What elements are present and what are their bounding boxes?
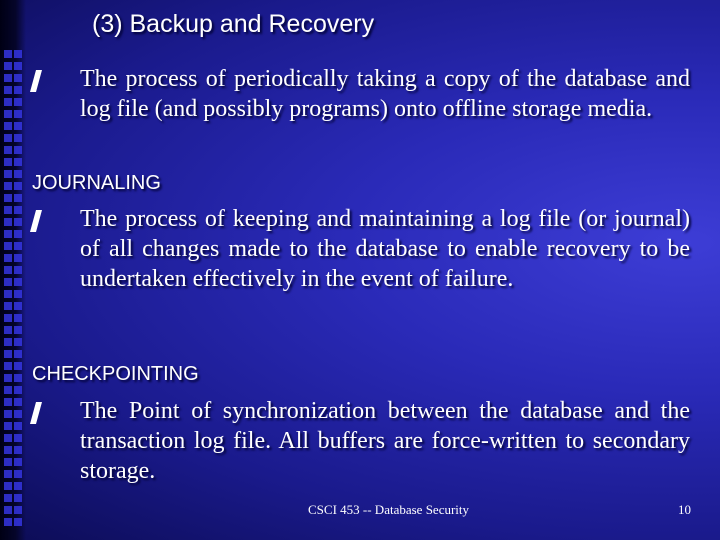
decorative-square xyxy=(4,254,12,262)
decorative-square xyxy=(4,218,12,226)
decorative-square xyxy=(14,374,22,382)
decorative-square xyxy=(14,182,22,190)
decorative-square xyxy=(4,314,12,322)
checkpointing-definition-text: The Point of synchronization between the database and the transaction log file. All buffers are force-written to secondary storage. xyxy=(80,398,690,484)
journaling-heading: JOURNALING xyxy=(32,172,161,194)
decorative-square xyxy=(14,278,22,286)
decorative-square xyxy=(14,170,22,178)
decorative-square xyxy=(14,74,22,82)
decorative-square xyxy=(14,146,22,154)
checkpointing-heading: CHECKPOINTING xyxy=(32,363,199,385)
decorative-square xyxy=(14,362,22,370)
slide-title: (3) Backup and Recovery xyxy=(92,10,375,38)
decorative-square xyxy=(4,182,12,190)
decorative-square xyxy=(4,422,12,430)
decorative-square xyxy=(14,422,22,430)
decorative-square-column xyxy=(0,0,26,540)
decorative-square xyxy=(4,86,12,94)
decorative-square xyxy=(14,314,22,322)
decorative-square xyxy=(4,98,12,106)
decorative-square xyxy=(4,482,12,490)
decorative-square xyxy=(4,518,12,526)
decorative-square xyxy=(4,134,12,142)
decorative-square xyxy=(14,266,22,274)
decorative-square xyxy=(14,470,22,478)
decorative-square xyxy=(14,518,22,526)
slash-bullet-icon xyxy=(30,402,42,424)
decorative-square xyxy=(14,350,22,358)
decorative-square xyxy=(14,194,22,202)
decorative-square xyxy=(4,458,12,466)
decorative-square xyxy=(4,170,12,178)
decorative-square xyxy=(14,110,22,118)
decorative-square xyxy=(4,362,12,370)
decorative-square xyxy=(4,146,12,154)
decorative-square xyxy=(4,410,12,418)
slash-bullet-icon xyxy=(30,70,42,92)
decorative-square xyxy=(14,338,22,346)
decorative-square xyxy=(4,350,12,358)
decorative-square xyxy=(14,50,22,58)
slash-bullet-icon xyxy=(30,210,42,232)
decorative-square xyxy=(4,386,12,394)
decorative-square xyxy=(4,338,12,346)
decorative-square xyxy=(4,206,12,214)
journaling-definition-text: The process of keeping and maintaining a log file (or journal) of all changes made to the database to enable recovery to be undertaken effectively in the event of failure. xyxy=(80,206,690,292)
decorative-square xyxy=(4,290,12,298)
decorative-square xyxy=(4,278,12,286)
decorative-square xyxy=(14,122,22,130)
decorative-square xyxy=(14,482,22,490)
decorative-square xyxy=(4,122,12,130)
decorative-square xyxy=(14,410,22,418)
page-number: 10 xyxy=(678,502,691,517)
decorative-square xyxy=(14,254,22,262)
decorative-square xyxy=(4,434,12,442)
decorative-square xyxy=(14,218,22,226)
decorative-square xyxy=(4,494,12,502)
decorative-square xyxy=(4,266,12,274)
decorative-square xyxy=(14,206,22,214)
decorative-square xyxy=(4,74,12,82)
decorative-square xyxy=(14,134,22,142)
decorative-square xyxy=(14,446,22,454)
decorative-square xyxy=(4,326,12,334)
decorative-square xyxy=(14,458,22,466)
decorative-square xyxy=(14,386,22,394)
decorative-square xyxy=(14,290,22,298)
decorative-square xyxy=(14,158,22,166)
footer-course-label: CSCI 453 -- Database Security xyxy=(308,502,470,517)
decorative-square xyxy=(14,398,22,406)
decorative-square xyxy=(4,302,12,310)
decorative-square xyxy=(14,302,22,310)
backup-definition-text: The process of periodically taking a copy of the database and log file (and possibly programs) onto offline storage media. xyxy=(80,66,690,122)
decorative-square xyxy=(4,398,12,406)
decorative-square xyxy=(4,194,12,202)
decorative-square xyxy=(14,86,22,94)
decorative-square xyxy=(14,434,22,442)
decorative-square xyxy=(4,158,12,166)
decorative-square xyxy=(14,98,22,106)
decorative-square xyxy=(4,446,12,454)
decorative-square xyxy=(4,374,12,382)
decorative-square xyxy=(4,470,12,478)
decorative-square xyxy=(14,494,22,502)
decorative-square xyxy=(4,50,12,58)
decorative-square xyxy=(4,230,12,238)
decorative-square xyxy=(14,506,22,514)
decorative-square xyxy=(14,62,22,70)
decorative-square xyxy=(14,242,22,250)
decorative-square xyxy=(14,326,22,334)
decorative-square xyxy=(4,242,12,250)
decorative-square xyxy=(4,62,12,70)
decorative-square xyxy=(14,230,22,238)
decorative-square xyxy=(4,110,12,118)
decorative-square xyxy=(4,506,12,514)
